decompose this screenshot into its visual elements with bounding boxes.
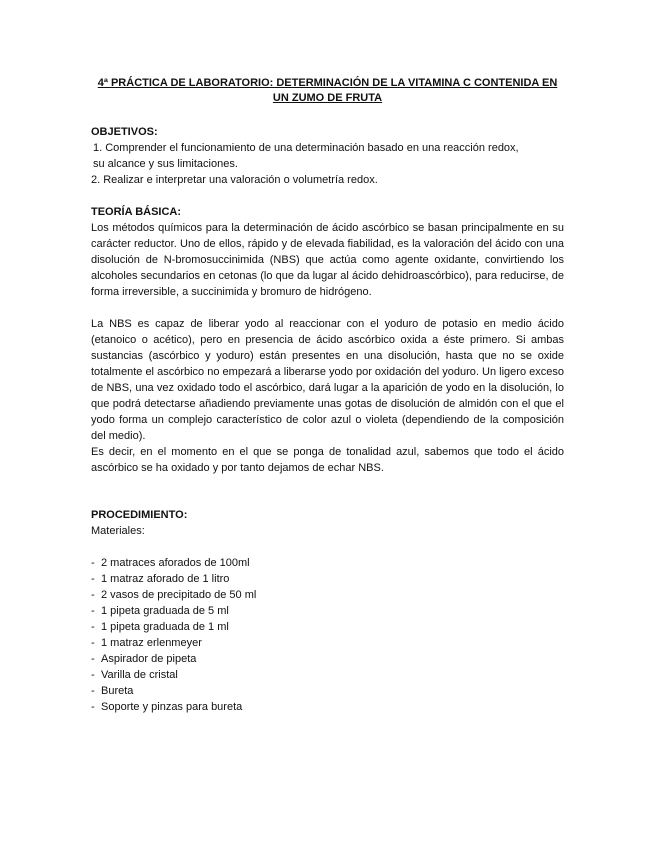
material-label: Soporte y pinzas para bureta xyxy=(101,701,243,713)
material-label: Aspirador de pipeta xyxy=(101,653,197,665)
procedimiento-heading: PROCEDIMIENTO: xyxy=(91,509,188,521)
spacer xyxy=(91,188,564,204)
document-page xyxy=(91,76,564,715)
list-item xyxy=(91,603,564,619)
spacer xyxy=(91,539,564,555)
spacer xyxy=(91,300,564,316)
dash-bullet: - xyxy=(91,605,95,617)
dash-bullet: - xyxy=(91,669,95,681)
material-label: 2 matraces aforados de 100ml xyxy=(101,557,250,569)
dash-bullet: - xyxy=(91,557,95,569)
teoria-heading: TEORÍA BÁSICA: xyxy=(91,206,182,218)
dash-bullet: - xyxy=(91,653,95,665)
list-item xyxy=(91,667,564,683)
material-label: 1 pipeta graduada de 5 ml xyxy=(101,605,229,617)
objetivos-heading: OBJETIVOS: xyxy=(91,126,158,138)
materiales-subheading: Materiales: xyxy=(91,525,145,537)
list-item xyxy=(91,619,564,635)
dash-bullet: - xyxy=(91,701,95,713)
list-item xyxy=(91,651,564,667)
dash-bullet: - xyxy=(91,589,95,601)
spacer xyxy=(91,106,564,124)
spacer xyxy=(91,476,564,507)
objetivo-item-1: 1. Comprender el funcionamiento de una determinación basado en una reacción redox, su alcance y sus limitaciones. xyxy=(93,142,519,170)
list-item xyxy=(91,635,564,651)
list-item xyxy=(91,555,564,571)
list-item xyxy=(91,571,564,587)
material-label: 2 vasos de precipitado de 50 ml xyxy=(101,589,257,601)
teoria-paragraph-1: Los métodos químicos para la determinación de ácido ascórbico se basan principalmente en su carácter reductor. Uno de ellos, rápido y de elevada fiabilidad, es la valoración del ácido con una disolución de N-bromosuccinimida (NBS) que actúa como agente oxidante, convirtiendo los alcoholes secundarios en cetonas (lo que da lugar al ácido dehidroascórbico), para reducirse, de forma irreversible, a succinimida y bromuro de hidrógeno. xyxy=(91,222,564,298)
objetivo-item-2: 2. Realizar e interpretar una valoración o volumetría redox. xyxy=(91,174,378,186)
list-item xyxy=(91,699,564,715)
materials-list xyxy=(91,555,564,715)
material-label: Varilla de cristal xyxy=(101,669,178,681)
dash-bullet: - xyxy=(91,637,95,649)
dash-bullet: - xyxy=(91,621,95,633)
list-item xyxy=(91,587,564,603)
dash-bullet: - xyxy=(91,573,95,585)
teoria-paragraph-3: Es decir, en el momento en el que se ponga de tonalidad azul, sabemos que todo el ácido ascórbico se ha oxidado y por tanto dejamos de echar NBS. xyxy=(91,446,564,474)
teoria-paragraph-2: La NBS es capaz de liberar yodo al reaccionar con el yoduro de potasio en medio ácido (etanoico o acético), pero en presencia de ácido ascórbico oxida a éste primero. Si ambas sustancias (ascórbico y yoduro) están presentes en una disolución, hasta que no se oxide totalmente el ascórbico no empezará a liberarse yodo por oxidación del yoduro. Un ligero exceso de NBS, una vez oxidado todo el ascórbico, dará lugar a la aparición de yodo en la disolución, lo que podrá detectarse añadiendo previamente unas gotas de disolución de almidón con el que el yodo forma un complejo característico de color azul o violeta (dependiendo de la composición del medio). xyxy=(91,318,564,442)
material-label: 1 pipeta graduada de 1 ml xyxy=(101,621,229,633)
material-label: Bureta xyxy=(101,685,134,697)
dash-bullet: - xyxy=(91,685,95,697)
material-label: 1 matraz erlenmeyer xyxy=(101,637,202,649)
document-title: 4ª PRÁCTICA DE LABORATORIO: DETERMINACIÓN DE LA VITAMINA C CONTENIDA EN UN ZUMO DE FRUTA xyxy=(97,77,558,104)
material-label: 1 matraz aforado de 1 litro xyxy=(101,573,230,585)
list-item xyxy=(91,683,564,699)
